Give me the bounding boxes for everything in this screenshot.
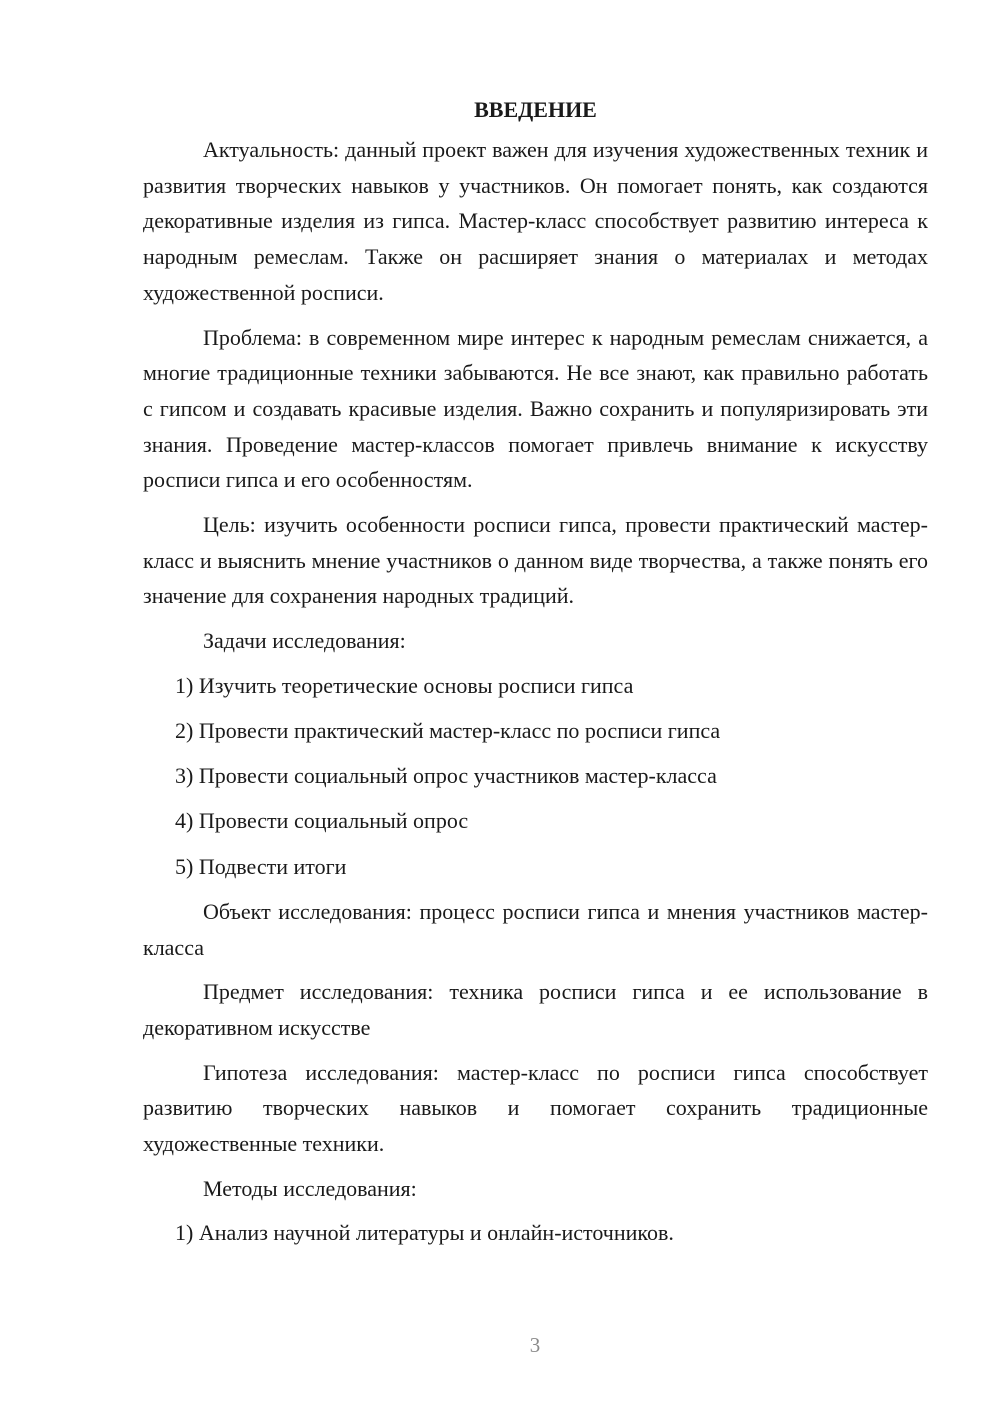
task-item: 2) Провести практический мастер-класс по росписи гипса [175,718,721,744]
task-item: 1) Изучить теоретические основы росписи гипса [175,672,634,698]
method-item: 1) Анализ научной литературы и онлайн-источников. [175,1220,674,1246]
task-item: 5) Подвести итоги [175,853,347,879]
problem-paragraph: Проблема: в современном мире интерес к народным ремеслам снижается, а многие традиционные техники забываются. Не все знают, как правильно работать с гипсом и создавать красивые изделия. Важно сохранить и популяризировать эти знания. Проведение мастер-классов помогает привлечь внимание к искусству росписи гипса и его особенностям. [143,324,928,493]
methods-title: Методы исследования: [203,1175,417,1201]
relevance-paragraph: Актуальность: данный проект важен для изучения художественных техник и развития творческих навыков у участников. Он помогает понять, как создаются декоративные изделия из гипса. Мастер-класс способствует развитию интереса к народным ремеслам. Также он расширяет знания о материалах и методах художественной росписи. [143,137,928,305]
page-number: 3 [529,1333,541,1357]
hypothesis-paragraph: Гипотеза исследования: мастер-класс по росписи гипса способствует развитию творческих навыков и помогает сохранить традиционные художественные техники. [143,1059,928,1157]
subject-paragraph: Предмет исследования: техника росписи гипса и ее использование в декоративном искусстве [143,979,928,1040]
task-item: 4) Провести социальный опрос [175,808,469,834]
goal-paragraph: Цель: изучить особенности росписи гипса, провести практический мастер-класс и выяснить мнение участников о данном виде творчества, а также понять его значение для сохранения народных традиций. [143,512,928,609]
object-paragraph: Объект исследования: процесс росписи гипса и мнения участников мастер-класса [143,898,928,960]
tasks-title: Задачи исследования: [203,628,406,654]
task-item: 3) Провести социальный опрос участников мастер-класса [175,763,717,789]
page-title: ВВЕДЕНИЕ [474,97,597,122]
document-page [143,92,928,1261]
